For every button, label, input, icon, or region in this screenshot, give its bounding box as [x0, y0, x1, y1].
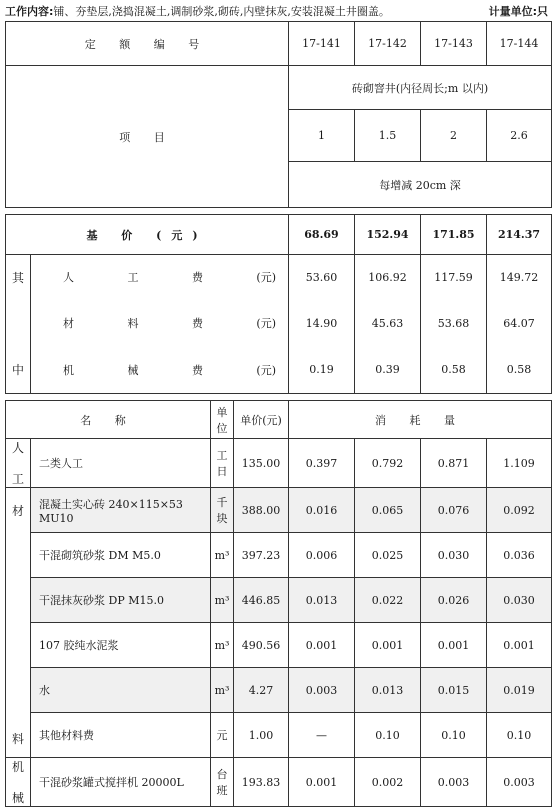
price-header: 单价(元) — [234, 401, 289, 439]
resource-name: 混凝土实心砖 240×115×53 MU10 — [31, 488, 211, 533]
resource-price: 446.85 — [234, 578, 289, 623]
resource-price: 490.56 — [234, 623, 289, 668]
fee-row-labor — [6, 255, 552, 300]
item-label: 项 目 — [6, 66, 289, 208]
resource-price: 397.23 — [234, 533, 289, 578]
fee-row-material — [6, 300, 552, 347]
resource-value: 0.001 — [289, 758, 355, 807]
work-content-header — [5, 3, 390, 19]
resource-name: 水 — [31, 668, 211, 713]
group-title: 砖砌窨井(内径周长;m 以内) — [289, 66, 552, 110]
resource-row-material — [6, 533, 552, 578]
category-machine: 机 械 — [6, 758, 31, 807]
size-cell: 2.6 — [487, 110, 552, 162]
resource-price: 388.00 — [234, 488, 289, 533]
resource-row-material — [6, 578, 552, 623]
size-cell: 2 — [421, 110, 487, 162]
resource-value: 0.792 — [355, 439, 421, 488]
resource-value: 0.871 — [421, 439, 487, 488]
resource-value: 0.022 — [355, 578, 421, 623]
resource-value: 0.001 — [421, 623, 487, 668]
resource-value: 0.003 — [421, 758, 487, 807]
fee-label: 材 料 费 (元) — [31, 300, 289, 347]
fee-value: 0.58 — [421, 347, 487, 394]
resource-price: 193.83 — [234, 758, 289, 807]
resource-price: 4.27 — [234, 668, 289, 713]
fee-label: 机 械 费 (元) — [31, 347, 289, 394]
resource-value: 0.015 — [421, 668, 487, 713]
resource-value: 0.036 — [487, 533, 552, 578]
quota-table — [5, 21, 552, 807]
fee-value: 53.60 — [289, 255, 355, 300]
resource-row-material — [6, 623, 552, 668]
fee-value: 117.59 — [421, 255, 487, 300]
fee-value: 106.92 — [355, 255, 421, 300]
fee-value: 64.07 — [487, 300, 552, 347]
resource-row-machine — [6, 758, 552, 807]
fee-row-machine — [6, 347, 552, 394]
resource-unit: m³ — [211, 623, 234, 668]
code-cell: 17-142 — [355, 22, 421, 66]
unit-header: 单位 — [211, 401, 234, 439]
resource-value: 0.092 — [487, 488, 552, 533]
resource-row-material — [6, 668, 552, 713]
resource-value: 0.065 — [355, 488, 421, 533]
side-label-qi: 其 — [6, 255, 31, 300]
resource-row-material — [6, 488, 552, 533]
separator — [6, 394, 552, 401]
side-label-zhong: 中 — [6, 347, 31, 394]
resource-name: 107 胶纯水泥浆 — [31, 623, 211, 668]
code-cell: 17-144 — [487, 22, 552, 66]
resource-name: 干混砌筑砂浆 DM M5.0 — [31, 533, 211, 578]
resource-price: 1.00 — [234, 713, 289, 758]
resource-value: 0.019 — [487, 668, 552, 713]
resource-value: 0.10 — [421, 713, 487, 758]
resource-price: 135.00 — [234, 439, 289, 488]
consume-header: 消 耗 量 — [289, 401, 552, 439]
resource-value: 0.016 — [289, 488, 355, 533]
resource-value: 0.013 — [289, 578, 355, 623]
size-cell: 1 — [289, 110, 355, 162]
fee-value: 149.72 — [487, 255, 552, 300]
base-price-label: 基 价 (元) — [6, 215, 289, 255]
base-price-row — [6, 215, 552, 255]
resource-value: 0.10 — [487, 713, 552, 758]
group-title-row — [6, 66, 552, 110]
fee-label: 人 工 费 (元) — [31, 255, 289, 300]
resource-value: 0.025 — [355, 533, 421, 578]
code-cell: 17-141 — [289, 22, 355, 66]
fee-value: 45.63 — [355, 300, 421, 347]
base-price-cell: 214.37 — [487, 215, 552, 255]
measure-unit-label: 计量单位:只 — [488, 5, 548, 18]
resource-value: 0.030 — [421, 533, 487, 578]
resource-value: — — [289, 713, 355, 758]
resource-value: 0.003 — [487, 758, 552, 807]
resource-value: 0.001 — [289, 623, 355, 668]
base-price-cell: 171.85 — [421, 215, 487, 255]
base-price-cell: 68.69 — [289, 215, 355, 255]
base-price-cell: 152.94 — [355, 215, 421, 255]
resource-value: 0.003 — [289, 668, 355, 713]
resource-value: 0.001 — [355, 623, 421, 668]
resource-unit: m³ — [211, 668, 234, 713]
size-cell: 1.5 — [355, 110, 421, 162]
resource-value: 0.076 — [421, 488, 487, 533]
resource-unit: m³ — [211, 533, 234, 578]
separator — [6, 208, 552, 215]
resource-row-material — [6, 713, 552, 758]
resource-name: 干混砂浆罐式搅拌机 20000L — [31, 758, 211, 807]
work-content-label: 工作内容: — [5, 5, 54, 18]
category-material: 材 料 — [6, 488, 31, 758]
fee-value: 0.39 — [355, 347, 421, 394]
category-labor: 人 工 — [6, 439, 31, 488]
resource-value: 1.109 — [487, 439, 552, 488]
resource-unit: m³ — [211, 578, 234, 623]
resource-value: 0.026 — [421, 578, 487, 623]
work-content-text: 铺、夯垫层,浇捣混凝土,调制砂浆,砌砖,内壁抹灰,安装混凝土井圈盖。 — [53, 5, 390, 18]
fee-value: 53.68 — [421, 300, 487, 347]
code-label: 定 额 编 号 — [6, 22, 289, 66]
resource-name: 二类人工 — [31, 439, 211, 488]
resource-value: 0.013 — [355, 668, 421, 713]
resource-value: 0.10 — [355, 713, 421, 758]
resource-value: 0.001 — [487, 623, 552, 668]
resource-row-labor — [6, 439, 552, 488]
resource-value: 0.030 — [487, 578, 552, 623]
fee-value: 0.19 — [289, 347, 355, 394]
side-blank — [6, 300, 31, 347]
resource-name: 干混抹灰砂浆 DP M15.0 — [31, 578, 211, 623]
resource-value: 0.397 — [289, 439, 355, 488]
sub-title: 每增减 20cm 深 — [289, 162, 552, 208]
resource-header-row — [6, 401, 552, 439]
code-cell: 17-143 — [421, 22, 487, 66]
name-header: 名 称 — [6, 401, 211, 439]
resource-unit: 台班 — [211, 758, 234, 807]
resource-unit: 工日 — [211, 439, 234, 488]
resource-unit: 元 — [211, 713, 234, 758]
code-row — [6, 22, 552, 66]
resource-value: 0.006 — [289, 533, 355, 578]
fee-value: 14.90 — [289, 300, 355, 347]
resource-value: 0.002 — [355, 758, 421, 807]
resource-unit: 千块 — [211, 488, 234, 533]
fee-value: 0.58 — [487, 347, 552, 394]
resource-name: 其他材料费 — [31, 713, 211, 758]
